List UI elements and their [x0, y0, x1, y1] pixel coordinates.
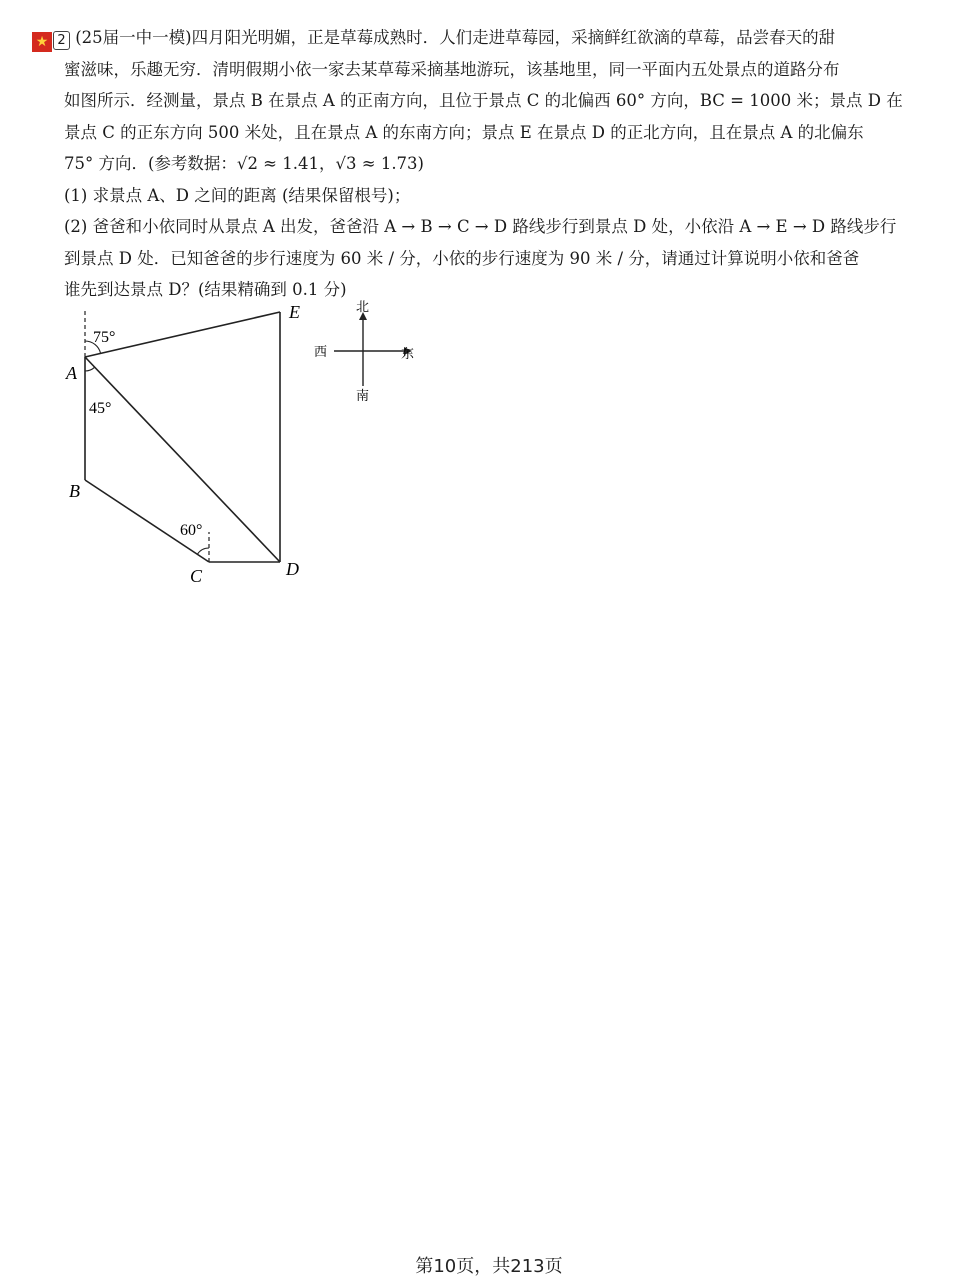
angle-label-45: 45° — [89, 400, 112, 417]
angle-label-75: 75° — [93, 329, 116, 346]
compass-east: 东 — [401, 347, 415, 362]
compass-south: 南 — [356, 389, 370, 404]
problem-first-line — [32, 22, 937, 54]
compass-north: 北 — [356, 300, 370, 315]
problem-line-5: 75° 方向．(参考数据：√2 ≈ 1.41，√3 ≈ 1.73) — [64, 154, 424, 173]
compass-rose — [310, 298, 420, 408]
problem-line-2: 蜜滋味，乐趣无穷．清明假期小依一家去某草莓采摘基地游玩，该基地里，同一平面内五处景点的道路分布 — [64, 59, 840, 79]
point-label-c: C — [190, 566, 203, 586]
point-label-b: B — [69, 481, 80, 501]
problem-line-1: 四月阳光明媚，正是草莓成熟时．人们走进草莓园，采摘鲜红欲滴的草莓，品尝春天的甜 — [191, 28, 836, 47]
problem-source: (25届一中一模) — [75, 28, 192, 47]
point-label-d: D — [286, 559, 299, 579]
problem-line-3: 如图所示．经测量，景点 B 在景点 A 的正南方向，且位于景点 C 的北偏西 60° 方向，BC = 1000 米；景点 D 在 — [64, 91, 903, 110]
question-2-line-1: (2) 爸爸和小依同时从景点 A 出发，爸爸沿 A → B → C → D 路线步行到景点 D 处，小依沿 A → E → D 路线步行 — [64, 217, 897, 236]
point-label-e: E — [289, 302, 300, 322]
problem-line-4: 景点 C 的正东方向 500 米处，且在景点 A 的东南方向；景点 E 在景点 D 的正北方向，且在景点 A 的北偏东 — [64, 122, 864, 142]
star-icon: ★ — [32, 32, 52, 52]
problem-text — [32, 22, 937, 306]
segment-bc — [85, 480, 209, 562]
problem-number: 2 — [53, 31, 70, 50]
point-label-a: A — [66, 363, 77, 383]
angle-arc-60 — [197, 548, 209, 554]
angle-label-60: 60° — [180, 522, 203, 539]
angle-arc-45 — [85, 367, 95, 371]
compass-west: 西 — [314, 345, 328, 360]
question-1: (1) 求景点 A、D 之间的距离 (结果保留根号)； — [64, 185, 411, 205]
question-2-line-3: 谁先到达景点 D？(结果精确到 0.1 分) — [64, 280, 347, 299]
page-footer: 第10页，共213页 — [415, 1256, 563, 1277]
question-2-line-2: 到景点 D 处．已知爸爸的步行速度为 60 米 / 分，小依的步行速度为 90 米 / 分，请通过计算说明小依和爸爸 — [64, 248, 860, 268]
